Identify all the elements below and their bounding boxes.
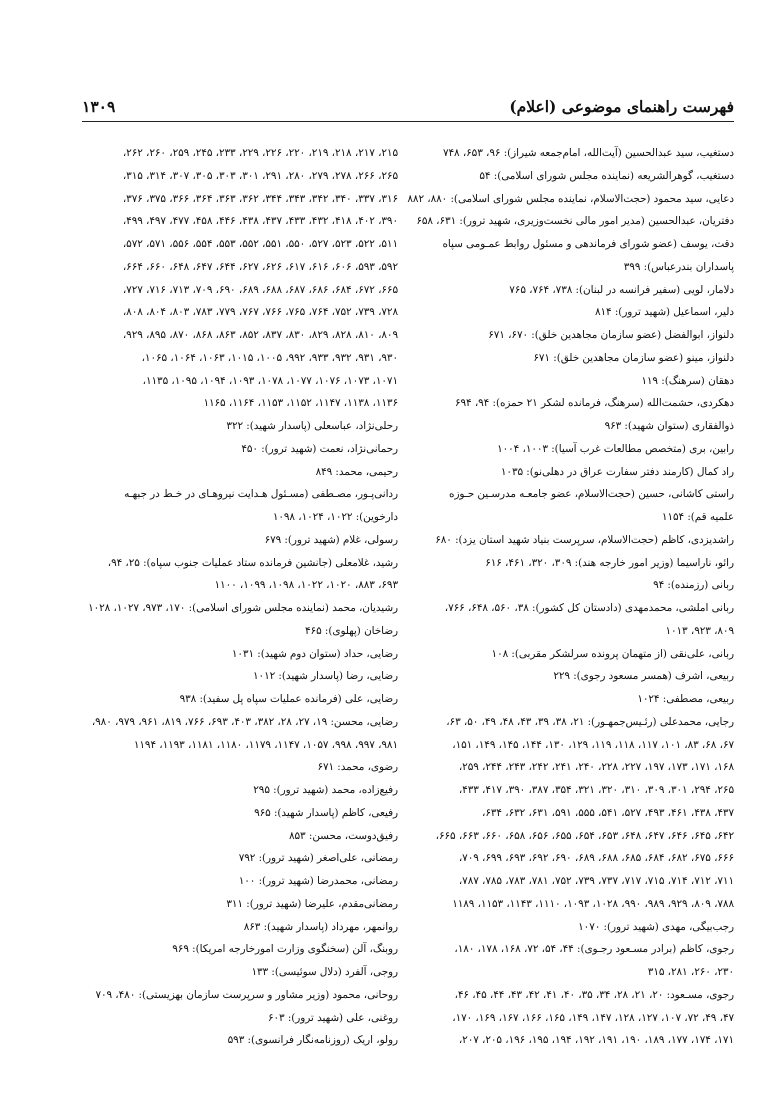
- index-line: رحمانی‌نژاد، نعمت (شهید ترور): ۴۵۰: [241, 442, 398, 455]
- index-line: ۸۰۹، ۹۲۳، ۱۰۱۳: [665, 624, 734, 637]
- index-column-left: [82, 142, 398, 1052]
- index-line: راستی کاشانی، حسین (حجت‌الاسلام، عضو جامعـه مدرسـین حـوزه: [449, 488, 734, 501]
- index-line: ۳۹۰، ۴۰۲، ۴۱۸، ۴۳۲، ۴۳۳، ۴۳۷، ۴۳۸، ۴۴۶، ۴۵۸، ۴۷۷، ۴۹۷، ۴۹۹،: [122, 215, 398, 228]
- index-line: ۴۷، ۴۹، ۷۲، ۱۰۷، ۱۲۷، ۱۲۸، ۱۴۷، ۱۴۹، ۱۶۵، ۱۶۶، ۱۶۷، ۱۶۹، ۱۷۰،: [452, 1011, 734, 1024]
- page-number: ۱۳۰۹: [82, 96, 116, 116]
- index-line: رابین، بری (متخصص مطالعات غرب آسیا): ۱۰۰۳، ۱۰۰۴: [497, 442, 734, 455]
- index-line: روحانی، محمود (وزیر مشاور و سرپرست سازمان بهزیستی): ۴۸۰، ۷۰۹: [95, 988, 398, 1001]
- index-line: ربیعی، اشرف (همسر مسعود رجوی): ۲۲۹: [553, 670, 734, 683]
- index-line: رضوی، محمد: ۶۷۱: [317, 761, 398, 774]
- index-line: ۶۶۶، ۶۷۵، ۶۸۲، ۶۸۴، ۶۸۵، ۶۸۸، ۶۸۹، ۶۹۰، ۶۹۲، ۶۹۳، ۶۹۹، ۷۰۹،: [458, 852, 734, 865]
- index-line: رجایی، محمدعلی (رئـیس‌جمهـور): ۲۱، ۳۸، ۳۹، ۴۳، ۴۸، ۴۹، ۵۰، ۶۳،: [446, 715, 734, 728]
- index-line: ۲۶۵، ۲۹۴، ۳۰۱، ۳۰۹، ۳۱۰، ۳۲۰، ۳۲۱، ۳۵۴، ۳۸۷، ۳۹۰، ۴۱۷، ۴۳۳،: [458, 784, 734, 796]
- index-line: ۷۸۸، ۸۰۹، ۹۲۹، ۹۸۹، ۹۹۰، ۱۰۲۸، ۱۰۹۳، ۱۱۱۰، ۱۱۴۳، ۱۱۵۳، ۱۱۸۹: [452, 897, 734, 910]
- index-line: دارخوین): ۱۰۲۲، ۱۰۲۴، ۱۰۹۸: [272, 511, 398, 523]
- index-line: دلیر، اسماعیل (شهید ترور): ۸۱۴: [594, 306, 734, 319]
- index-line: رشید، غلامعلی (جانشین فرمانده ستاد عملیات جنوب سپاه): ۲۵، ۹۴،: [107, 556, 398, 569]
- index-line: دهقان (سرهنگ): ۱۱۹: [641, 374, 734, 387]
- index-line: رجوی، مسـعود: ۲۰، ۲۱، ۲۸، ۳۴، ۳۵، ۴۰، ۴۱، ۴۲، ۴۳، ۴۴، ۴۵، ۴۶،: [454, 988, 734, 1001]
- index-line: رائو، ناراسیما (وزیر امور خارجه هند): ۳۰۹، ۳۲۰، ۴۶۱، ۶۱۶: [485, 556, 734, 569]
- index-line: علمیه قم): ۱۱۵۴: [661, 511, 734, 523]
- index-line: دلنواز، ابوالفضل (عضو سازمان مجاهدین خلق): ۶۷۰، ۶۷۱: [488, 329, 734, 341]
- index-line: ۲۶۵، ۲۶۶، ۲۷۸، ۲۷۹، ۲۸۰، ۲۹۱، ۳۰۱، ۳۰۳، ۳۰۵، ۳۰۷، ۳۱۴، ۳۱۵،: [122, 169, 398, 182]
- index-line: ربیعی، مصطفی: ۱۰۲۴: [637, 693, 734, 705]
- index-line: رولو، اریک (روزنامه‌نگار فرانسوی): ۵۹۳: [227, 1034, 398, 1047]
- running-head-title: فهرست راهنمای موضوعی (اعلام): [509, 96, 734, 116]
- index-line: روانمهر، مهرداد (پاسدار شهید): ۸۶۳: [243, 920, 398, 933]
- index-line: دلامار، لویی (سفیر فرانسه در لبنان): ۷۳۸، ۷۶۴، ۷۶۵: [509, 283, 734, 296]
- index-line: راشدیزدی، کاظم (حجت‌الاسلام، سرپرست بنیاد شهید استان یزد): ۶۸۰: [435, 533, 734, 546]
- index-line: ۹۸۱، ۹۹۷، ۹۹۸، ۱۰۵۷، ۱۱۴۷، ۱۱۷۹، ۱۱۸۰، ۱۱۸۱، ۱۱۹۳، ۱۱۹۴: [133, 738, 398, 751]
- index-line: دفتریان، عبدالحسین (مدیر امور مالی نخست‌وزیری، شهید ترور): ۶۳۱، ۶۵۸: [416, 215, 734, 228]
- index-line: دستغیب، گوهرالشریعه (نماینده مجلس شورای اسلامی): ۵۴: [479, 169, 734, 182]
- index-column-right: [407, 142, 734, 1052]
- index-line: روبنگ، آلن (سخنگوی وزارت امورخارجه امریکا): ۹۶۹: [172, 943, 398, 956]
- index-line: ردانی‌پـور، مصـطفی (مسـئول هـدایت نیروهـای در خـط در جبهـه: [124, 488, 398, 501]
- index-line: ۶۶۵، ۶۷۲، ۶۸۴، ۶۸۶، ۶۸۷، ۶۸۸، ۶۸۹، ۶۹۰، ۷۰۹، ۷۱۳، ۷۱۶، ۷۲۷،: [122, 283, 398, 296]
- index-line: رمضانی، علی‌اصغر (شهید ترور): ۷۹۲: [238, 852, 398, 865]
- index-line: روغنی، علی (شهید ترور): ۶۰۳: [267, 1011, 398, 1024]
- index-line: ۷۲۸، ۷۳۹، ۷۵۲، ۷۶۴، ۷۶۵، ۷۶۶، ۷۶۷، ۷۷۹، ۷۸۳، ۸۰۳، ۸۰۴، ۸۰۸،: [122, 306, 398, 319]
- index-line: ربانی، علی‌نقی (از متهمان پرونده سرلشکر مقربی): ۱۰۸: [491, 647, 734, 660]
- index-line: رشیدیان، محمد (نماینده مجلس شورای اسلامی): ۱۷۰، ۹۷۳، ۱۰۲۷، ۱۰۲۸: [88, 602, 398, 614]
- index-line: رفیعی، کاظم (پاسدار شهید): ۹۶۵: [254, 806, 398, 819]
- index-line: ۵۹۲، ۵۹۳، ۶۰۶، ۶۱۶، ۶۱۷، ۶۲۶، ۶۲۷، ۶۴۴، ۶۴۷، ۶۴۸، ۶۶۰، ۶۶۴،: [122, 260, 398, 273]
- page-header: [82, 93, 734, 119]
- index-line: روجی، آلفرد (دلال سوئیسی): ۱۳۳: [251, 966, 398, 978]
- index-line: ۹۳۰، ۹۳۱، ۹۳۲، ۹۳۳، ۹۹۲، ۱۰۰۵، ۱۰۱۵، ۱۰۶۳، ۱۰۶۴، ۱۰۶۵،: [141, 351, 398, 364]
- index-line: ۱۶۸، ۱۷۱، ۱۷۳، ۱۹۷، ۲۲۷، ۲۲۸، ۲۴۰، ۲۴۱، ۲۴۲، ۲۴۳، ۲۴۴، ۲۵۹،: [458, 761, 734, 774]
- index-line: رضاخان (پهلوی): ۴۶۵: [305, 624, 398, 637]
- index-line: ۴۳۷، ۴۳۸، ۴۶۱، ۴۹۳، ۵۲۷، ۵۴۱، ۵۵۵، ۵۹۱، ۶۳۱، ۶۳۲، ۶۳۴،: [482, 806, 734, 819]
- index-line: پاسداران بندرعباس): ۳۹۹: [623, 260, 734, 273]
- index-line: ۵۱۱، ۵۲۲، ۵۲۳، ۵۲۷، ۵۵۰، ۵۵۱، ۵۵۲، ۵۵۳، ۵۵۴، ۵۵۶، ۵۷۱، ۵۷۲،: [122, 238, 398, 250]
- index-line: رضایی، محسن: ۱۹، ۲۷، ۲۸، ۳۸۲، ۴۰۳، ۶۹۳، ۷۶۶، ۸۱۹، ۹۶۱، ۹۷۹، ۹۸۰،: [91, 715, 398, 728]
- index-line: ۷۱۱، ۷۱۲، ۷۱۴، ۷۱۵، ۷۱۷، ۷۳۷، ۷۳۹، ۷۵۲، ۷۸۱، ۷۸۳، ۷۸۵، ۷۸۷،: [458, 875, 734, 887]
- index-line: رحیمی، محمد: ۸۴۹: [315, 465, 398, 478]
- index-line: ۲۱۵، ۲۱۷، ۲۱۸، ۲۱۹، ۲۲۰، ۲۲۶، ۲۲۹، ۲۳۳، ۲۴۵، ۲۵۹، ۲۶۰، ۲۶۲،: [122, 147, 398, 159]
- index-line: ۳۱۶، ۳۳۷، ۳۴۰، ۳۴۲، ۳۴۳، ۳۴۴، ۳۶۲، ۳۶۳، ۳۶۴، ۳۶۶، ۳۷۵، ۳۷۶،: [122, 192, 398, 205]
- index-line: رحلی‌نژاد، عباسعلی (پاسدار شهید): ۳۲۲: [226, 420, 398, 432]
- index-line: ۱۱۳۶، ۱۱۳۸، ۱۱۴۷، ۱۱۵۲، ۱۱۵۳، ۱۱۶۴، ۱۱۶۵: [203, 397, 398, 410]
- index-line: ۶۹۳، ۸۸۳، ۱۰۲۰، ۱۰۲۲، ۱۰۹۸، ۱۰۹۹، ۱۱۰۰: [214, 579, 398, 592]
- index-line: ۶۷، ۶۸، ۸۳، ۱۰۱، ۱۱۷، ۱۱۸، ۱۱۹، ۱۲۹، ۱۳۰، ۱۴۴، ۱۴۵، ۱۴۹، ۱۵۱،: [452, 738, 734, 751]
- index-line: رضایی، رضا (پاسدار شهید): ۱۰۱۲: [253, 670, 398, 683]
- index-line: دلنواز، مینو (عضو سازمان مجاهدین خلق): ۶۷۱: [533, 351, 734, 364]
- index-line: رضایی، حداد (ستوان دوم شهید): ۱۰۳۱: [231, 647, 398, 660]
- index-line: راد کمال (کارمند دفتر سفارت عراق در دهلی‌نو): ۱۰۳۵: [500, 465, 734, 478]
- index-line: رمضانی، محمدرضا (شهید ترور): ۱۰۰: [238, 875, 398, 887]
- index-line: ۲۳۰، ۲۶۰، ۲۸۱، ۳۱۵: [647, 966, 734, 978]
- index-line: رمضانی‌مقدم، علیرضا (شهید ترور): ۳۱۱: [226, 897, 398, 910]
- index-line: رسولی، غلام (شهید ترور): ۶۷۹: [264, 533, 398, 546]
- index-line: ۱۷۱، ۱۷۴، ۱۷۷، ۱۸۹، ۱۹۰، ۱۹۱، ۱۹۲، ۱۹۴، ۱۹۵، ۱۹۶، ۲۰۵، ۲۰۷،: [458, 1034, 734, 1047]
- index-line: دستغیب، سید عبدالحسین (آیت‌الله، امام‌جمعه شیراز): ۹۶، ۶۵۳، ۷۴۸: [442, 147, 734, 159]
- index-line: ۱۰۷۱، ۱۰۷۳، ۱۰۷۶، ۱۰۷۷، ۱۰۷۸، ۱۰۹۳، ۱۰۹۴، ۱۰۹۵، ۱۱۳۵،: [142, 374, 398, 387]
- index-line: رجوی، کاظم (برادر مسـعود رجـوی): ۴۴، ۵۴، ۷۲، ۱۶۸، ۱۷۸، ۱۸۰،: [454, 943, 734, 956]
- index-line: رجب‌بیگی، مهدی (شهید ترور): ۱۰۷۰: [578, 920, 734, 933]
- index-line: رفیع‌زاده، محمد (شهید ترور): ۲۹۵: [253, 784, 398, 796]
- index-line: رفیق‌دوست، محسن: ۸۵۳: [288, 829, 398, 842]
- index-line: ربانی (رزمنده): ۹۴: [653, 579, 734, 592]
- index-line: رضایی، علی (فرمانده عملیات سپاه پل سفید): ۹۳۸: [179, 693, 398, 705]
- index-line: دقت، یوسف (عضو شورای فرماندهی و مسئول روابط عمـومی سپاه: [442, 238, 734, 250]
- index-line: ذوالفقاری (ستوان شهید): ۹۶۳: [604, 420, 734, 432]
- index-line: ربانی املشی، محمدمهدی (دادستان کل کشور): ۳۸، ۵۶۰، ۶۴۸، ۷۶۶،: [444, 602, 734, 614]
- index-line: دعایی، سید محمود (حجت‌الاسلام، نماینده مجلس شورای اسلامی): ۸۸۰، ۸۸۲: [407, 192, 734, 205]
- index-line: ۸۰۹، ۸۱۰، ۸۲۸، ۸۲۹، ۸۳۰، ۸۳۷، ۸۵۲، ۸۶۳، ۸۶۸، ۸۷۰، ۸۹۵، ۹۲۹،: [122, 329, 398, 341]
- index-line: دهکردی، حشمت‌الله (سرهنگ، فرمانده لشکر ۲۱ حمزه): ۹۴، ۶۹۴: [454, 397, 734, 410]
- index-line: ۶۴۲، ۶۴۵، ۶۴۶، ۶۴۷، ۶۴۸، ۶۵۳، ۶۵۴، ۶۵۵، ۶۵۶، ۶۵۸، ۶۶۰، ۶۶۳، ۶۶۵،: [435, 829, 734, 842]
- header-rule: [82, 121, 734, 122]
